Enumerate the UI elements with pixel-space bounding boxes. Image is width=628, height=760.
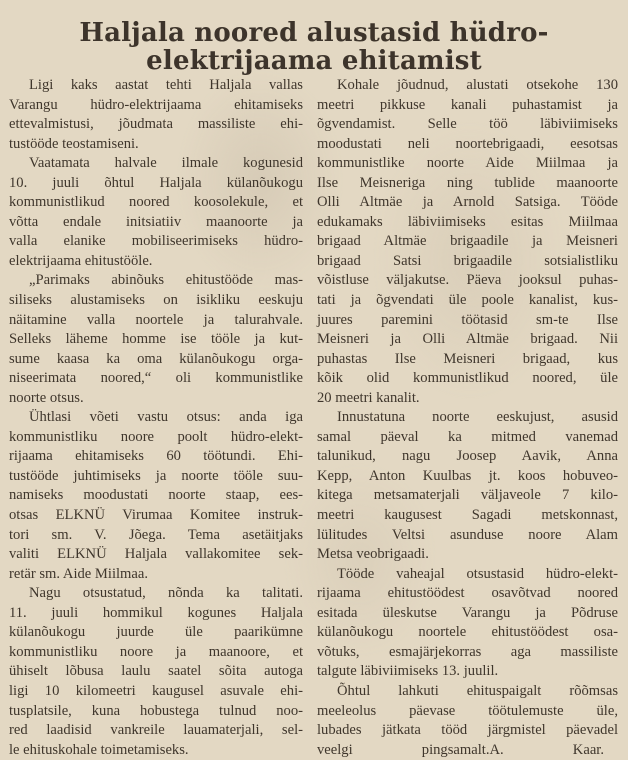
text-line: esitada üleskutse Varangu ja Põdruse xyxy=(317,604,618,621)
text-line: lubades jätkata tööd järgmistel päevadel xyxy=(317,722,618,739)
paragraph xyxy=(9,271,303,408)
text-line: kitega metsamaterjali väljaveole 7 kilo- xyxy=(317,487,618,504)
text-line: võistluse väljakutse. Päeva jooksul puhas- xyxy=(317,272,618,289)
article-headline xyxy=(0,19,628,75)
text-line: brigaad Satsi brigaadile sotsialistliku xyxy=(317,252,618,269)
text-line: siliseks alustamiseks on isikliku eeskuju xyxy=(9,292,303,309)
text-line: Meisneri ja Olli Altmäe brigaad. Nii xyxy=(317,331,618,348)
closing-line xyxy=(317,741,618,760)
text-line: kommunistlike noorte Aide Miilmaa ja xyxy=(317,155,618,172)
text-line: Vaatamata halvale ilmale kogunesid xyxy=(29,155,303,172)
text-line: tusplatsile, kuna hobustega tulnud noo- xyxy=(9,702,303,719)
text-line: ettevalmistusi, jõudmata massiliste ehi- xyxy=(9,116,303,133)
text-line: rijaama ehitustöödest osavõtvad noored xyxy=(317,585,618,602)
text-line: 11. juuli hommikul kogunes Haljala xyxy=(9,604,303,621)
text-line: lülitudes Veltsi asunduse noore Alam xyxy=(317,526,618,543)
text-line: meetri pikkuse kanali puhastamist ja xyxy=(317,96,618,113)
text-line: Tööde vaheajal otsustasid hüdro-elekt- xyxy=(337,565,618,582)
paragraph xyxy=(317,682,618,760)
text-line: sume kaasa ka oma külanõukogu orga- xyxy=(9,350,303,367)
text-line: kõik olid kommunistlikud noored, üle xyxy=(317,370,618,387)
text-line: otsas ELKNÜ Virumaa Komitee instruk- xyxy=(9,507,303,524)
text-line: tori sm. V. Jõega. Tema asetäitjaks xyxy=(9,526,303,543)
closing-text: veelgi pingsamalt. xyxy=(317,741,490,758)
paragraph xyxy=(9,154,303,271)
text-line: rijaama ehitamiseks 60 töötundi. Ehi- xyxy=(9,448,303,465)
text-line: Kohale jõudnud, alustati otsekohe 130 xyxy=(337,77,618,93)
text-line: red laadisid vankreile lauamaterjali, sel- xyxy=(9,722,303,739)
headline-line-1: Haljala noored alustasid hüdro- xyxy=(79,18,549,49)
text-line: tustööde teostamiseni. xyxy=(9,135,139,152)
text-line: õgvendamist. Selle töö läbiviimiseks xyxy=(317,116,618,133)
text-line: 20 meetri kanalit. xyxy=(317,389,420,406)
text-line: brigaad Altmäe brigaadile ja Meisneri xyxy=(317,233,618,250)
text-line: elektrijaama ehitustööle. xyxy=(9,252,153,269)
text-line: võtta endale initsiatiiv maanoorte ja xyxy=(9,213,303,230)
paragraph xyxy=(9,76,303,154)
text-line: meeleolus päevase töötulemuste üle, xyxy=(317,702,618,719)
text-line: Õhtul lahkuti ehituspaigalt rõõmsas xyxy=(337,682,618,699)
text-line: külanõukogu juurde üle paarikümne xyxy=(9,624,303,641)
paragraph xyxy=(317,408,618,564)
paragraph xyxy=(9,584,303,760)
text-line: kommunistlikud noored koosolekule, et xyxy=(9,194,303,211)
text-line: Nagu otsustatud, nõnda ka talitati. xyxy=(29,585,303,602)
text-line: „Parimaks abinõuks ehitustööde mas- xyxy=(29,272,303,289)
text-line: näitamine valla noortele ja talurahvale. xyxy=(9,311,303,328)
text-line: edukamaks läbiviimiseks esitas Miilmaa xyxy=(317,213,618,230)
paragraph xyxy=(317,565,618,682)
text-line: valla elanike mobiliseerimiseks hüdro- xyxy=(9,233,303,250)
paragraph xyxy=(9,408,303,584)
text-line: moodustati neli noortebrigaadi, eesotsas xyxy=(317,135,618,152)
text-line: namiseks moodustati noorte staap, ees- xyxy=(9,487,303,504)
paragraph xyxy=(317,76,618,408)
text-line: Ligi kaks aastat tehti Haljala vallas xyxy=(29,77,303,93)
text-line: Selleks läheme homme ise tööle ja kut- xyxy=(9,331,303,348)
text-line: Olli Altmäe ja Arnold Satsiga. Tööde xyxy=(317,194,618,211)
text-line: juures paremini töötasid sm-te Ilse xyxy=(317,311,618,328)
text-line: kommunistliku noore ja maanoore, et xyxy=(9,643,303,660)
text-line: puhastas Ilse Meisneri brigaad, kus xyxy=(317,350,618,367)
text-line: ligi 10 kilomeetri kaugusel asuvale ehi- xyxy=(9,682,303,699)
left-column xyxy=(9,76,303,760)
text-line: Ilse Meisneriga ning tublide maanoorte xyxy=(317,174,618,191)
text-line: talgute läbiviimiseks 13. juulil. xyxy=(317,663,499,680)
text-line: talunikud, nagu Joosep Aavik, Anna xyxy=(317,448,618,465)
text-line: võtuks, esmajärjekorras aga massiliste xyxy=(317,643,618,660)
text-line: noorte otsus. xyxy=(9,389,84,406)
text-line: Innustatuna noorte eeskujust, asusid xyxy=(337,409,618,426)
text-line: samal päeval ka mitmed vanemad xyxy=(317,428,618,445)
text-line: retär sm. Aide Miilmaa. xyxy=(9,565,149,582)
text-line: Metsa veobrigaadi. xyxy=(317,546,429,563)
text-line: Ühtlasi võeti vastu otsus: anda iga xyxy=(29,409,303,426)
text-line: Varangu hüdro-elektrijaama ehitamiseks xyxy=(9,96,303,113)
text-line: tati ja õgvendati üle poole kanalist, kus- xyxy=(317,292,618,309)
right-column xyxy=(317,76,618,760)
headline-line-2: elektrijaama ehitamist xyxy=(146,46,482,77)
text-line: le ehituskohale toimetamiseks. xyxy=(9,741,189,758)
text-line: tustööde juhtimiseks ja noorte tööle suu- xyxy=(9,467,303,484)
text-line: ühiselt lõbusa laulu saatel sõita autoga xyxy=(9,663,303,680)
text-line: meetri kaugusest Sagadi metskonnast, xyxy=(317,507,618,524)
author-signature: A. Kaar. xyxy=(489,741,604,758)
text-line: Kepp, Anton Kuulbas jt. koos hobuveo- xyxy=(317,467,618,484)
text-line: niseerimata noored,“ oli kommunistlike xyxy=(9,370,303,387)
text-line: valiti ELKNÜ Haljala vallakomitee sek- xyxy=(9,546,303,563)
text-line: kommunistliku noore poolt hüdro-elekt- xyxy=(9,428,303,445)
text-line: külanõukogu noortele ehitustöödest osa- xyxy=(317,624,618,641)
text-line: 10. juuli õhtul Haljala külanõukogu xyxy=(9,174,303,191)
